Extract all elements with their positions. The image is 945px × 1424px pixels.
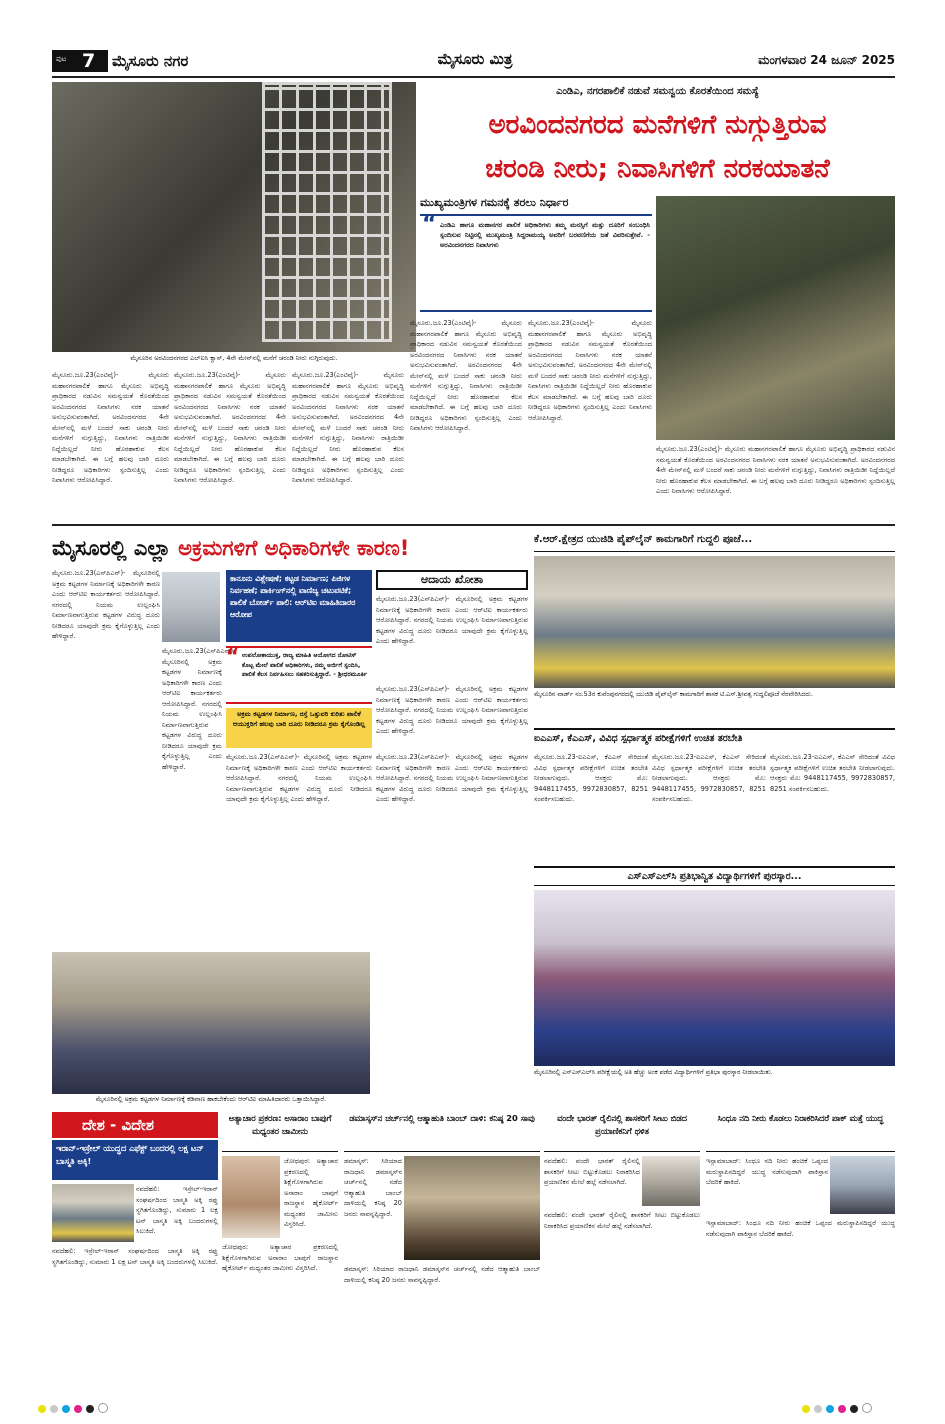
sslc-caption: ಮೈಸೂರಿನಲ್ಲಿ ಎಸ್‌ಎಸ್‌ಎಲ್‌ಸಿ ಪರೀಕ್ಷೆಯಲ್ಲಿ ಅತಿ ಹೆಚ್ಚು ಅಂಕ ಪಡೆದ ವಿದ್ಯಾರ್ಥಿಗಳಿಗೆ ಪ್ರತಿಭಾ ಪುರಸ್ಕಾರ ನೀಡಲಾಯಿತು. [534, 1068, 895, 1104]
sslc-photo [534, 890, 895, 1066]
paper-name: ಮೈಸೂರು ಮಿತ್ರ [437, 50, 513, 68]
mid-body-col-2: ಮೈಸೂರು.ಜೂ.23(ಎಸ್‌ಪಿಎನ್)- ಮೈಸೂರಿನಲ್ಲಿ ಅಕ್ರಮ ಕಟ್ಟಡಗಳ ನಿರ್ಮಾಣಕ್ಕೆ ಅಧಿಕಾರಿಗಳೇ ಕಾರಣ ಎಂದು ಆರ್‌ಟಿಐ ಕಾರ್ಯಕರ್ತರು ಆರೋಪಿಸಿದ್ದಾರೆ. ನಗರದಲ್ಲಿ ನಿಯಮ ಉಲ್ಲಂಘಿಸಿ ನಿರ್ಮಾಣವಾಗುತ್ತಿರುವ ಕಟ್ಟಡಗಳ ವಿರುದ್ಧ ದೂರು ನೀಡಿದರೂ ಯಾವುದೇ ಕ್ರಮ ಕೈಗೊಳ್ಳುತ್ತಿಲ್ಲ ಎಂದು ಹೇಳಿದ್ದಾರೆ. [226, 753, 372, 803]
training-body-col-2: ಮೈಸೂರು.ಜೂ.23-ಐಎಎಸ್, ಕೆಎಎಸ್ ಸೇರಿದಂತೆ ವಿವಿಧ ಸ್ಪರ್ಧಾತ್ಮಕ ಪರೀಕ್ಷೆಗಳಿಗೆ ಉಚಿತ ತರಬೇತಿ ನೀಡಲಾಗುವುದು. ಆಸಕ್ತರು ಮೊ: 9448117455, 9972830857, 8251 ಸಂಪರ್ಕಿಸಬಹುದು. [652, 753, 766, 803]
window-grille [262, 82, 392, 342]
mid-highlight-box: ಅಕ್ರಮ ಕಟ್ಟಡಗಳ ನಿರ್ಮಾಣ, ರಸ್ತೆ ಒತ್ತುವರಿ ಕುರಿತು ಪಾಲಿಕೆ ಆಯುಕ್ತರಿಗೆ ಹಲವು ಬಾರಿ ದೂರು ನೀಡಿದರೂ ಕ್ರಮ ಕೈಗೊಂಡಿಲ್ಲ [226, 708, 372, 748]
page-label: ಪುಟ [56, 55, 67, 63]
lead-kicker: ಎಂಡಿಎ, ನಗರಪಾಲಿಕೆ ನಡುವೆ ಸಮನ್ವಯ ಕೊರತೆಯಿಂದ ಸಮಸ್ಯೆ [556, 86, 759, 97]
pipeline-headline: ಕೆ.ಆರ್.ಕ್ಷೇತ್ರದ ಯುಜಿಡಿ ಪೈಪ್‌ಲೈನ್ ಕಾಮಗಾರಿಗೆ ಗುದ್ದಲಿ ಪೂಜೆ... [534, 530, 895, 552]
mid-body-col-1b: ಮೈಸೂರು.ಜೂ.23(ಎಸ್‌ಪಿಎನ್)- ಮೈಸೂರಿನಲ್ಲಿ ಅಕ್ರಮ ಕಟ್ಟಡಗಳ ನಿರ್ಮಾಣಕ್ಕೆ ಅಧಿಕಾರಿಗಳೇ ಕಾರಣ ಎಂದು ಆರ್‌ಟಿಐ ಕಾರ್ಯಕರ್ತರು ಆರೋಪಿಸಿದ್ದಾರೆ. ನಗರದಲ್ಲಿ ನಿಯಮ ಉಲ್ಲಂಘಿಸಿ ನಿರ್ಮಾಣವಾಗುತ್ತಿರುವ ಕಟ್ಟಡಗಳ ವಿರುದ್ಧ ದೂರು ನೀಡಿದರೂ ಯಾವುದೇ ಕ್ರಮ ಕೈಗೊಳ್ಳುತ್ತಿಲ್ಲ ಎಂದು ಹೇಳಿದ್ದಾರೆ. [162, 647, 236, 771]
world-story-4-head: ವಂದೇ ಭಾರತ್ ರೈಲಿನಲ್ಲಿ ಶಾಸಕರಿಗೆ ಸೀಟು ಬಿಡದ ಪ್ರಯಾಣಿಕನಿಗೆ ಥಳಿತ [544, 1112, 700, 1152]
world-band-title: ದೇಶ - ವಿದೇಶ [52, 1112, 218, 1138]
world-story-3-body: ಡಮಾಸ್ಕಸ್: ಸಿರಿಯಾದ ರಾಜಧಾನಿ ಡಮಾಸ್ಕಸ್‌ನ ಚರ್ಚ್‌ನಲ್ಲಿ ನಡೆದ ಆತ್ಮಾಹುತಿ ಬಾಂಬ್ ದಾಳಿಯಲ್ಲಿ ಕನಿಷ್ಠ 20 ಜನರು ಸಾವನ್ನಪ್ಪಿದ್ದಾರೆ. [344, 1157, 402, 1218]
world-story-4-body-b: ನವದೆಹಲಿ: ವಂದೇ ಭಾರತ್ ರೈಲಿನಲ್ಲಿ ಶಾಸಕರಿಗೆ ಸೀಟು ಬಿಟ್ಟುಕೊಡಲು ನಿರಾಕರಿಸಿದ ಪ್ರಯಾಣಿಕನ ಮೇಲೆ ಹಲ್ಲೆ ನಡೆಸಲಾಗಿದೆ. [544, 1211, 700, 1230]
lead-photo-drain [656, 196, 895, 440]
mid-quote-text: ಉಪಲೋಕಾಯುಕ್ತ, ರಾಜ್ಯ ಮಾಹಿತಿ ಆಯೋಗದ ನೋಟಿಸ್ ಕೊಟ್ಟ ಮೇಲೆ ಪಾಲಿಕೆ ಅಧಿಕಾರಿಗಳು, ನಮ್ಮ ಅರ್ಜಿಗೆ ಸ್ಪಂದಿಸಿ, ಪಾಲಿಕೆ ಕೆಲಸ ನಿರ್ವಹಿಸಲು ಸಹಕರಿಸುತ್ತಿದ್ದಾರೆ. - ಶ್ರೀಧರಮೂರ್ತಿ [242, 652, 368, 678]
lead-subhead: ಮುಖ್ಯಮಂತ್ರಿಗಳ ಗಮನಕ್ಕೆ ತರಲು ನಿರ್ಧಾರ [420, 196, 569, 209]
mid-body-col-3: ಮೈಸೂರು.ಜೂ.23(ಎಸ್‌ಪಿಎನ್)- ಮೈಸೂರಿನಲ್ಲಿ ಅಕ್ರಮ ಕಟ್ಟಡಗಳ ನಿರ್ಮಾಣಕ್ಕೆ ಅಧಿಕಾರಿಗಳೇ ಕಾರಣ ಎಂದು ಆರ್‌ಟಿಐ ಕಾರ್ಯಕರ್ತರು ಆರೋಪಿಸಿದ್ದಾರೆ. ನಗರದಲ್ಲಿ ನಿಯಮ ಉಲ್ಲಂಘಿಸಿ ನಿರ್ಮಾಣವಾಗುತ್ತಿರುವ ಕಟ್ಟಡಗಳ ವಿರುದ್ಧ ದೂರು ನೀಡಿದರೂ ಯಾವುದೇ ಕ್ರಮ ಕೈಗೊಳ್ಳುತ್ತಿಲ್ಲ ಎಂದು ಹೇಳಿದ್ದಾರೆ. [376, 685, 528, 735]
lead-headline-1: ಅರವಿಂದನಗರದ ಮನೆಗಳಿಗೆ ನುಗ್ಗುತ್ತಿರುವ [488, 110, 827, 140]
mid-headline-plain: ಮೈಸೂರಲ್ಲಿ ಎಲ್ಲಾ [52, 536, 171, 560]
world-story-5-head: ಸಿಂಧೂ ನದಿ ನೀರು ಕೊಡಲು ನಿರಾಕರಿಸಿದರೆ ಪಾಕ್ ಮತ್ತೆ ಯುದ್ಧ [706, 1112, 895, 1152]
print-registration-marks-right [800, 1398, 920, 1410]
page-number-badge [52, 50, 108, 72]
quote-mark-icon: “ [422, 212, 437, 237]
world-story-2-photo [222, 1156, 280, 1238]
lead-body-col-4: ಮೈಸೂರು.ಜೂ.23(ಎಂಟಿವೈ)- ಮೈಸೂರು ಮಹಾನಗರಪಾಲಿಕೆ ಹಾಗೂ ಮೈಸೂರು ಅಭಿವೃದ್ಧಿ ಪ್ರಾಧಿಕಾರದ ನಡುವಿನ ಸಮನ್ವಯತೆ ಕೊರತೆಯಿಂದ ಅರವಿಂದನಗರದ ನಿವಾಸಿಗಳು ನರಕ ಯಾತನೆ ಅನುಭವಿಸುವಂತಾಗಿದೆ. ಅರವಿಂದನಗರದ 4ನೇ ಮೇನ್‌ನಲ್ಲಿ ಮಳೆ ಬಂದರೆ ಸಾಕು ಚರಂಡಿ ನೀರು ಮನೆಗಳಿಗೆ ನುಗ್ಗುತ್ತಿದ್ದು, ನಿವಾಸಿಗಳು ರಾತ್ರಿಯಿಡೀ ನಿದ್ದೆಯಿಲ್ಲದೆ ನೀರು ಹೊರಹಾಕುವ ಕೆಲಸ ಮಾಡಬೇಕಾಗಿದೆ. ಈ ಬಗ್ಗೆ ಹಲವು ಬಾರಿ ದೂರು ನೀಡಿದ್ದರೂ ಅಧಿಕಾರಿಗಳು ಸ್ಪಂದಿಸುತ್ತಿಲ್ಲ ಎಂದು ನಿವಾಸಿಗಳು ಆರೋಪಿಸಿದ್ದಾರೆ. [410, 319, 522, 432]
mid-photo-building [162, 572, 220, 642]
section-name: ಮೈಸೂರು ನಗರ [112, 52, 189, 70]
lead-quote-box [420, 214, 652, 312]
lead-body-col-2: ಮೈಸೂರು.ಜೂ.23(ಎಂಟಿವೈ)- ಮೈಸೂರು ಮಹಾನಗರಪಾಲಿಕೆ ಹಾಗೂ ಮೈಸೂರು ಅಭಿವೃದ್ಧಿ ಪ್ರಾಧಿಕಾರದ ನಡುವಿನ ಸಮನ್ವಯತೆ ಕೊರತೆಯಿಂದ ಅರವಿಂದನಗರದ ನಿವಾಸಿಗಳು ನರಕ ಯಾತನೆ ಅನುಭವಿಸುವಂತಾಗಿದೆ. ಅರವಿಂದನಗರದ 4ನೇ ಮೇನ್‌ನಲ್ಲಿ ಮಳೆ ಬಂದರೆ ಸಾಕು ಚರಂಡಿ ನೀರು ಮನೆಗಳಿಗೆ ನುಗ್ಗುತ್ತಿದ್ದು, ನಿವಾಸಿಗಳು ರಾತ್ರಿಯಿಡೀ ನಿದ್ದೆಯಿಲ್ಲದೆ ನೀರು ಹೊರಹಾಕುವ ಕೆಲಸ ಮಾಡಬೇಕಾಗಿದೆ. ಈ ಬಗ್ಗೆ ಹಲವು ಬಾರಿ ದೂರು ನೀಡಿದ್ದರೂ ಅಧಿಕಾರಿಗಳು ಸ್ಪಂದಿಸುತ್ತಿಲ್ಲ ಎಂದು ನಿವಾಸಿಗಳು ಆರೋಪಿಸಿದ್ದಾರೆ. [174, 371, 286, 484]
world-story-1-body-b: ನವದೆಹಲಿ: ಇಸ್ರೇಲ್-ಇರಾನ್ ಸಂಘರ್ಷದಿಂದ ಬಾಸ್ಮತಿ ಅಕ್ಕಿ ರಫ್ತು ಸ್ಥಗಿತಗೊಂಡಿದ್ದು, ಸುಮಾರು 1 ಲಕ್ಷ ಟನ್ ಬಾಸ್ಮತಿ ಅಕ್ಕಿ ಬಂದರುಗಳಲ್ಲಿ ಸಿಲುಕಿದೆ. [52, 1247, 218, 1266]
revenue-box-body: ಮೈಸೂರು.ಜೂ.23(ಎಸ್‌ಪಿಎನ್)- ಮೈಸೂರಿನಲ್ಲಿ ಅಕ್ರಮ ಕಟ್ಟಡಗಳ ನಿರ್ಮಾಣಕ್ಕೆ ಅಧಿಕಾರಿಗಳೇ ಕಾರಣ ಎಂದು ಆರ್‌ಟಿಐ ಕಾರ್ಯಕರ್ತರು ಆರೋಪಿಸಿದ್ದಾರೆ. ನಗರದಲ್ಲಿ ನಿಯಮ ಉಲ್ಲಂಘಿಸಿ ನಿರ್ಮಾಣವಾಗುತ್ತಿರುವ ಕಟ್ಟಡಗಳ ವಿರುದ್ಧ ದೂರು ನೀಡಿದರೂ ಯಾವುದೇ ಕ್ರಮ ಕೈಗೊಳ್ಳುತ್ತಿಲ್ಲ ಎಂದು ಹೇಳಿದ್ದಾರೆ. [376, 595, 528, 645]
lead-body-col-1: ಮೈಸೂರು.ಜೂ.23(ಎಂಟಿವೈ)- ಮೈಸೂರು ಮಹಾನಗರಪಾಲಿಕೆ ಹಾಗೂ ಮೈಸೂರು ಅಭಿವೃದ್ಧಿ ಪ್ರಾಧಿಕಾರದ ನಡುವಿನ ಸಮನ್ವಯತೆ ಕೊರತೆಯಿಂದ ಅರವಿಂದನಗರದ ನಿವಾಸಿಗಳು ನರಕ ಯಾತನೆ ಅನುಭವಿಸುವಂತಾಗಿದೆ. ಅರವಿಂದನಗರದ 4ನೇ ಮೇನ್‌ನಲ್ಲಿ ಮಳೆ ಬಂದರೆ ಸಾಕು ಚರಂಡಿ ನೀರು ಮನೆಗಳಿಗೆ ನುಗ್ಗುತ್ತಿದ್ದು, ನಿವಾಸಿಗಳು ರಾತ್ರಿಯಿಡೀ ನಿದ್ದೆಯಿಲ್ಲದೆ ನೀರು ಹೊರಹಾಕುವ ಕೆಲಸ ಮಾಡಬೇಕಾಗಿದೆ. ಈ ಬಗ್ಗೆ ಹಲವು ಬಾರಿ ದೂರು ನೀಡಿದ್ದರೂ ಅಧಿಕಾರಿಗಳು ಸ್ಪಂದಿಸುತ್ತಿಲ್ಲ ಎಂದು ನಿವಾಸಿಗಳು ಆರೋಪಿಸಿದ್ದಾರೆ. [52, 371, 169, 484]
mid-photo-rti-group [52, 952, 370, 1094]
revenue-box-title: ಆದಾಯ ಖೋತಾ [376, 570, 528, 590]
mid-headline-red: ಅಕ್ರಮಗಳಿಗೆ ಅಧಿಕಾರಿಗಳೇ ಕಾರಣ! [178, 536, 410, 560]
mid-photo-caption: ಮೈಸೂರಿನಲ್ಲಿ ಅಕ್ರಮ ಕಟ್ಟಡಗಳ ನಿರ್ಮಾಣಕ್ಕೆ ಕಡಿವಾಣ ಹಾಕಬೇಕೆಂದು ಆರ್‌ಟಿಐ ಮಾಹಿತಿದಾರರು ಒತ್ತಾಯಿಸಿದ್ದಾರೆ. [52, 1095, 370, 1105]
pipeline-caption: ಮೈಸೂರಿನ ವಾರ್ಡ್ ನಂ.53ರ ಕುವೆಂಪುನಗರದಲ್ಲಿ ಯುಜಿಡಿ ಪೈಪ್‌ಲೈನ್ ಕಾಮಗಾರಿಗೆ ಶಾಸಕ ಟಿ.ಎಸ್.ಶ್ರೀವತ್ಸ ಗುದ್ದಲಿಪೂಜೆ ನೆರವೇರಿಸಿದರು. [534, 690, 895, 724]
quote-mark-icon: “ [226, 644, 240, 668]
mid-quote-box [226, 646, 372, 704]
issue-date: ಮಂಗಳವಾರ 24 ಜೂನ್ 2025 [758, 53, 895, 67]
page-number: 7 [82, 50, 96, 72]
world-story-5-photo [830, 1156, 895, 1214]
world-story-1-photo [52, 1184, 134, 1242]
lead-body-col-3: ಮೈಸೂರು.ಜೂ.23(ಎಂಟಿವೈ)- ಮೈಸೂರು ಮಹಾನಗರಪಾಲಿಕೆ ಹಾಗೂ ಮೈಸೂರು ಅಭಿವೃದ್ಧಿ ಪ್ರಾಧಿಕಾರದ ನಡುವಿನ ಸಮನ್ವಯತೆ ಕೊರತೆಯಿಂದ ಅರವಿಂದನಗರದ ನಿವಾಸಿಗಳು ನರಕ ಯಾತನೆ ಅನುಭವಿಸುವಂತಾಗಿದೆ. ಅರವಿಂದನಗರದ 4ನೇ ಮೇನ್‌ನಲ್ಲಿ ಮಳೆ ಬಂದರೆ ಸಾಕು ಚರಂಡಿ ನೀರು ಮನೆಗಳಿಗೆ ನುಗ್ಗುತ್ತಿದ್ದು, ನಿವಾಸಿಗಳು ರಾತ್ರಿಯಿಡೀ ನಿದ್ದೆಯಿಲ್ಲದೆ ನೀರು ಹೊರಹಾಕುವ ಕೆಲಸ ಮಾಡಬೇಕಾಗಿದೆ. ಈ ಬಗ್ಗೆ ಹಲವು ಬಾರಿ ದೂರು ನೀಡಿದ್ದರೂ ಅಧಿಕಾರಿಗಳು ಸ್ಪಂದಿಸುತ್ತಿಲ್ಲ ಎಂದು ನಿವಾಸಿಗಳು ಆರೋಪಿಸಿದ್ದಾರೆ. [292, 371, 404, 484]
lead-body-col-6: ಮೈಸೂರು.ಜೂ.23(ಎಂಟಿವೈ)- ಮೈಸೂರು ಮಹಾನಗರಪಾಲಿಕೆ ಹಾಗೂ ಮೈಸೂರು ಅಭಿವೃದ್ಧಿ ಪ್ರಾಧಿಕಾರದ ನಡುವಿನ ಸಮನ್ವಯತೆ ಕೊರತೆಯಿಂದ ಅರವಿಂದನಗರದ ನಿವಾಸಿಗಳು ನರಕ ಯಾತನೆ ಅನುಭವಿಸುವಂತಾಗಿದೆ. ಅರವಿಂದನಗರದ 4ನೇ ಮೇನ್‌ನಲ್ಲಿ ಮಳೆ ಬಂದರೆ ಸಾಕು ಚರಂಡಿ ನೀರು ಮನೆಗಳಿಗೆ ನುಗ್ಗುತ್ತಿದ್ದು, ನಿವಾಸಿಗಳು ರಾತ್ರಿಯಿಡೀ ನಿದ್ದೆಯಿಲ್ಲದೆ ನೀರು ಹೊರಹಾಕುವ ಕೆಲಸ ಮಾಡಬೇಕಾಗಿದೆ. ಈ ಬಗ್ಗೆ ಹಲವು ಬಾರಿ ದೂರು ನೀಡಿದ್ದರೂ ಅಧಿಕಾರಿಗಳು ಸ್ಪಂದಿಸುತ್ತಿಲ್ಲ ಎಂದು ನಿವಾಸಿಗಳು ಆರೋಪಿಸಿದ್ದಾರೆ. [656, 445, 895, 495]
world-story-3-body-b: ಡಮಾಸ್ಕಸ್: ಸಿರಿಯಾದ ರಾಜಧಾನಿ ಡಮಾಸ್ಕಸ್‌ನ ಚರ್ಚ್‌ನಲ್ಲಿ ನಡೆದ ಆತ್ಮಾಹುತಿ ಬಾಂಬ್ ದಾಳಿಯಲ್ಲಿ ಕನಿಷ್ಠ 20 ಜನರು ಸಾವನ್ನಪ್ಪಿದ್ದಾರೆ. [344, 1265, 540, 1284]
training-body-col-1: ಮೈಸೂರು.ಜೂ.23-ಐಎಎಸ್, ಕೆಎಎಸ್ ಸೇರಿದಂತೆ ವಿವಿಧ ಸ್ಪರ್ಧಾತ್ಮಕ ಪರೀಕ್ಷೆಗಳಿಗೆ ಉಚಿತ ತರಬೇತಿ ನೀಡಲಾಗುವುದು. ಆಸಕ್ತರು ಮೊ: 9448117455, 9972830857, 8251 ಸಂಪರ್ಕಿಸಬಹುದು. [534, 753, 648, 803]
world-story-3-head: ಡಮಾಸ್ಕಸ್‌ನ ಚರ್ಚ್‌ನಲ್ಲಿ ಆತ್ಮಾಹುತಿ ಬಾಂಬ್ ದಾಳಿ: ಕನಿಷ್ಠ 20 ಸಾವು [344, 1112, 540, 1152]
world-story-5-body-b: ಇಸ್ಲಾಮಾಬಾದ್: ಸಿಂಧೂ ನದಿ ನೀರು ಹಂಚಿಕೆ ಒಪ್ಪಂದ ಮರುಸ್ಥಾಪಿಸದಿದ್ದರೆ ಯುದ್ಧ ನಡೆಸುವುದಾಗಿ ಪಾಕಿಸ್ತಾನ ಬೆದರಿಕೆ ಹಾಕಿದೆ. [706, 1219, 895, 1238]
world-story-2-body-b: ಜೋಧಪುರ: ಅತ್ಯಾಚಾರ ಪ್ರಕರಣದಲ್ಲಿ ಶಿಕ್ಷೆಗೊಳಗಾಗಿರುವ ಅಸಾರಾಂ ಬಾಪುಗೆ ರಾಜಸ್ಥಾನ ಹೈಕೋರ್ಟ್ ಮಧ್ಯಂತರ ಜಾಮೀನು ವಿಸ್ತರಿಸಿದೆ. [222, 1243, 338, 1272]
masthead-rule [52, 76, 895, 78]
lead-body-col-5: ಮೈಸೂರು.ಜೂ.23(ಎಂಟಿವೈ)- ಮೈಸೂರು ಮಹಾನಗರಪಾಲಿಕೆ ಹಾಗೂ ಮೈಸೂರು ಅಭಿವೃದ್ಧಿ ಪ್ರಾಧಿಕಾರದ ನಡುವಿನ ಸಮನ್ವಯತೆ ಕೊರತೆಯಿಂದ ಅರವಿಂದನಗರದ ನಿವಾಸಿಗಳು ನರಕ ಯಾತನೆ ಅನುಭವಿಸುವಂತಾಗಿದೆ. ಅರವಿಂದನಗರದ 4ನೇ ಮೇನ್‌ನಲ್ಲಿ ಮಳೆ ಬಂದರೆ ಸಾಕು ಚರಂಡಿ ನೀರು ಮನೆಗಳಿಗೆ ನುಗ್ಗುತ್ತಿದ್ದು, ನಿವಾಸಿಗಳು ರಾತ್ರಿಯಿಡೀ ನಿದ್ದೆಯಿಲ್ಲದೆ ನೀರು ಹೊರಹಾಕುವ ಕೆಲಸ ಮಾಡಬೇಕಾಗಿದೆ. ಈ ಬಗ್ಗೆ ಹಲವು ಬಾರಿ ದೂರು ನೀಡಿದ್ದರೂ ಅಧಿಕಾರಿಗಳು ಸ್ಪಂದಿಸುತ್ತಿಲ್ಲ ಎಂದು ನಿವಾಸಿಗಳು ಆರೋಪಿಸಿದ್ದಾರೆ. [528, 319, 652, 422]
world-story-2-body: ಜೋಧಪುರ: ಅತ್ಯಾಚಾರ ಪ್ರಕರಣದಲ್ಲಿ ಶಿಕ್ಷೆಗೊಳಗಾಗಿರುವ ಅಸಾರಾಂ ಬಾಪುಗೆ ರಾಜಸ್ಥಾನ ಹೈಕೋರ್ಟ್ ಮಧ್ಯಂತರ ಜಾಮೀನು ವಿಸ್ತರಿಸಿದೆ. [284, 1157, 338, 1228]
lead-quote-text: ಎಂಡಿಎ ಹಾಗೂ ಮಹಾನಗರ ಪಾಲಿಕೆ ಅಧಿಕಾರಿಗಳು ತಮ್ಮ ಮನಸ್ಸಿಗೆ ಮತ್ತು ದೂರಿಗೆ ಸಂಬಂಧಿಸಿ ಸ್ಪಂದಿಸುವ ನಿಟ್ಟಿನಲ್ಲಿ ಮುಖ್ಯಮಂತ್ರಿ ಸಿದ್ದರಾಮಯ್ಯ ಅವರಿಗೆ ಬರವಣಿಗೆಯ ಜತೆ ವಿವರಿಸುತ್ತೇವೆ. - ಅರವಿಂದನಗರದ ನಿವಾಸಿಗಳು [440, 221, 650, 249]
print-registration-marks [36, 1398, 156, 1410]
mid-body-col-1: ಮೈಸೂರು.ಜೂ.23(ಎಸ್‌ಪಿಎನ್)- ಮೈಸೂರಿನಲ್ಲಿ ಅಕ್ರಮ ಕಟ್ಟಡಗಳ ನಿರ್ಮಾಣಕ್ಕೆ ಅಧಿಕಾರಿಗಳೇ ಕಾರಣ ಎಂದು ಆರ್‌ಟಿಐ ಕಾರ್ಯಕರ್ತರು ಆರೋಪಿಸಿದ್ದಾರೆ. ನಗರದಲ್ಲಿ ನಿಯಮ ಉಲ್ಲಂಘಿಸಿ ನಿರ್ಮಾಣವಾಗುತ್ತಿರುವ ಕಟ್ಟಡಗಳ ವಿರುದ್ಧ ದೂರು ನೀಡಿದರೂ ಯಾವುದೇ ಕ್ರಮ ಕೈಗೊಳ್ಳುತ್ತಿಲ್ಲ ಎಂದು ಹೇಳಿದ್ದಾರೆ. [52, 569, 160, 640]
world-story-1-body: ನವದೆಹಲಿ: ಇಸ್ರೇಲ್-ಇರಾನ್ ಸಂಘರ್ಷದಿಂದ ಬಾಸ್ಮತಿ ಅಕ್ಕಿ ರಫ್ತು ಸ್ಥಗಿತಗೊಂಡಿದ್ದು, ಸುಮಾರು 1 ಲಕ್ಷ ಟನ್ ಬಾಸ್ಮತಿ ಅಕ್ಕಿ ಬಂದರುಗಳಲ್ಲಿ ಸಿಲುಕಿದೆ. [136, 1185, 218, 1235]
lead-photo-flooded-house [52, 82, 416, 352]
mid-box-title: ಕಾನೂನು ವಿಶ್ಲೇಷಣೆ; ಕಟ್ಟಡ ನಿರ್ಮಾಣ; ಪಿಜಿಗಳ ನಿರ್ವಹಣೆ; ಪಾರ್ಕಿಂಗ್‌ನಲ್ಲಿ ವಾಣಿಜ್ಯ ಚಟುವಟಿಕೆ; ಪಾಲಿಕೆ ಬೋರ್ಡ್ ಪಾಲಿ: ಆರ್‌ಟಿಐ ಮಾಹಿತಿದಾರರ ಆರೋಪ [226, 570, 372, 642]
world-story-4-photo [642, 1156, 700, 1206]
pipeline-photo [534, 556, 895, 688]
training-body-col-3: ಮೈಸೂರು.ಜೂ.23-ಐಎಎಸ್, ಕೆಎಎಸ್ ಸೇರಿದಂತೆ ವಿವಿಧ ಸ್ಪರ್ಧಾತ್ಮಕ ಪರೀಕ್ಷೆಗಳಿಗೆ ಉಚಿತ ತರಬೇತಿ ನೀಡಲಾಗುವುದು. ಆಸಕ್ತರು ಮೊ: 9448117455, 9972830857, 8251 ಸಂಪರ್ಕಿಸಬಹುದು. [770, 753, 895, 793]
world-story-1-head: ಇರಾನ್-ಇಸ್ರೇಲ್ ಯುದ್ಧದ ಎಫೆಕ್ಟ್ ಬಂದರಲ್ಲಿ ಲಕ್ಷ ಟನ್ ಬಾಸ್ಮತಿ ಅಕ್ಕಿ! [52, 1140, 218, 1180]
lead-photo-caption: ಮೈಸೂರಿನ ಅರವಿಂದನಗರದ ಎಲ್‌ಐಸಿ ಕ್ವಾಸ್, 4ನೇ ಮೇನ್‌ನಲ್ಲಿ ಮನೆಗೆ ಚರಂಡಿ ನೀರು ನುಗ್ಗಿರುವುದು. [52, 354, 416, 366]
lead-headline-2: ಚರಂಡಿ ನೀರು; ನಿವಾಸಿಗಳಿಗೆ ನರಕಯಾತನೆ [485, 154, 830, 184]
masthead [0, 48, 945, 74]
lead-bottom-rule [52, 524, 895, 526]
sslc-headline: ಎಸ್‌ಎಸ್‌ಎಲ್‌ಸಿ ಪ್ರತಿಭಾನ್ವಿತ ವಿದ್ಯಾರ್ಥಿಗಳಿಗೆ ಪುರಸ್ಕಾರ... [534, 866, 895, 886]
mid-headline [52, 530, 530, 566]
training-headline: ಐಎಎಸ್, ಕೆಎಎಸ್, ವಿವಿಧ ಸ್ಪರ್ಧಾತ್ಮಕ ಪರೀಕ್ಷೆಗಳಿಗೆ ಉಚಿತ ತರಬೇತಿ [534, 728, 895, 748]
world-story-4-body: ನವದೆಹಲಿ: ವಂದೇ ಭಾರತ್ ರೈಲಿನಲ್ಲಿ ಶಾಸಕರಿಗೆ ಸೀಟು ಬಿಟ್ಟುಕೊಡಲು ನಿರಾಕರಿಸಿದ ಪ್ರಯಾಣಿಕನ ಮೇಲೆ ಹಲ್ಲೆ ನಡೆಸಲಾಗಿದೆ. [544, 1157, 640, 1186]
world-story-3-photo [404, 1156, 540, 1260]
world-story-5-body: ಇಸ್ಲಾಮಾಬಾದ್: ಸಿಂಧೂ ನದಿ ನೀರು ಹಂಚಿಕೆ ಒಪ್ಪಂದ ಮರುಸ್ಥಾಪಿಸದಿದ್ದರೆ ಯುದ್ಧ ನಡೆಸುವುದಾಗಿ ಪಾಕಿಸ್ತಾನ ಬೆದರಿಕೆ ಹಾಕಿದೆ. [706, 1157, 828, 1186]
mid-body-col-4: ಮೈಸೂರು.ಜೂ.23(ಎಸ್‌ಪಿಎನ್)- ಮೈಸೂರಿನಲ್ಲಿ ಅಕ್ರಮ ಕಟ್ಟಡಗಳ ನಿರ್ಮಾಣಕ್ಕೆ ಅಧಿಕಾರಿಗಳೇ ಕಾರಣ ಎಂದು ಆರ್‌ಟಿಐ ಕಾರ್ಯಕರ್ತರು ಆರೋಪಿಸಿದ್ದಾರೆ. ನಗರದಲ್ಲಿ ನಿಯಮ ಉಲ್ಲಂಘಿಸಿ ನಿರ್ಮಾಣವಾಗುತ್ತಿರುವ ಕಟ್ಟಡಗಳ ವಿರುದ್ಧ ದೂರು ನೀಡಿದರೂ ಯಾವುದೇ ಕ್ರಮ ಕೈಗೊಳ್ಳುತ್ತಿಲ್ಲ ಎಂದು ಹೇಳಿದ್ದಾರೆ. [376, 753, 528, 803]
world-story-2-head: ಅತ್ಯಾಚಾರ ಪ್ರಕರಣ: ಅಸಾರಾಂ ಬಾಪುಗೆ ಮಧ್ಯಂತರ ಜಾಮೀನು [222, 1112, 338, 1152]
